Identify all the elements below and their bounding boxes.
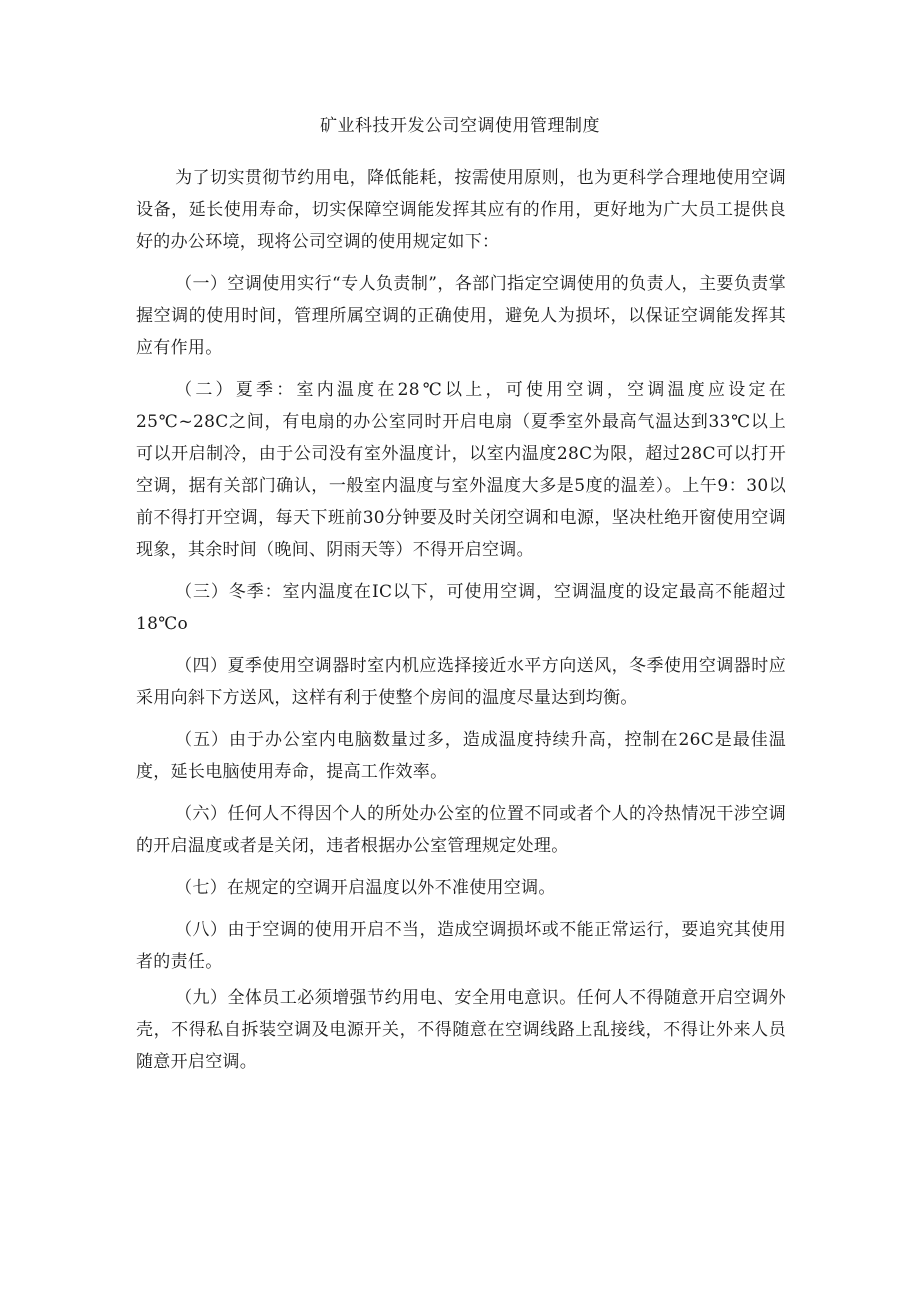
clause-6: （六）任何人不得因个人的所处办公室的位置不同或者个人的冷热情况干涉空调的开启温度或者是关闭，违者根据办公室管理规定处理。	[136, 804, 786, 856]
clause-1: （一）空调使用实行“专人负责制”，各部门指定空调使用的负责人，主要负责掌握空调的使用时间，管理所属空调的正确使用，避免人为损坏，以保证空调能发挥其应有作用。	[136, 274, 786, 358]
clause-3: （三）冬季：室内温度在IC以下，可使用空调，空调温度的设定最高不能超过18℃o	[136, 582, 786, 634]
clause-7: （七）在规定的空调开启温度以外不准使用空调。	[175, 878, 556, 898]
document-body	[136, 162, 786, 1088]
clause-9: （九）全体员工必须增强节约用电、安全用电意识。任何人不得随意开启空调外壳，不得私自拆装空调及电源开关，不得随意在空调线路上乱接线，不得让外来人员随意开启空调。	[136, 988, 786, 1072]
clause-5: （五）由于办公室内电脑数量过多，造成温度持续升高，控制在26C是最佳温度，延长电脑使用寿命，提高工作效率。	[136, 730, 786, 782]
clause-4: （四）夏季使用空调器时室内机应选择接近水平方向送风，冬季使用空调器时应采用向斜下方送风，这样有利于使整个房间的温度尽量达到均衡。	[136, 656, 786, 708]
intro-paragraph: 为了切实贯彻节约用电，降低能耗，按需使用原则，也为更科学合理地使用空调设备，延长使用寿命，切实保障空调能发挥其应有的作用，更好地为广大员工提供良好的办公环境，现将公司空调的使用规定如下：	[136, 168, 786, 252]
document-title: 矿业科技开发公司空调使用管理制度	[320, 116, 600, 136]
clause-8: （八）由于空调的使用开启不当，造成空调损坏或不能正常运行，要追究其使用者的责任。	[136, 920, 786, 972]
clause-2: （二）夏季：室内温度在28℃以上，可使用空调，空调温度应设定在25℃~28C之间，有电扇的办公室同时开启电扇（夏季室外最高气温达到33℃以上可以开启制冷，由于公司没有室外温度计，以室内温度28C为限，超过28C可以打开空调，据有关部门确认，一般室内温度与室外温度大多是5度的温差）。上午9：30以前不得打开空调，每天下班前30分钟要及时关闭空调和电源，坚决杜绝开窗使用空调现象，其余时间（晚间、阴雨天等）不得开启空调。	[136, 380, 786, 560]
